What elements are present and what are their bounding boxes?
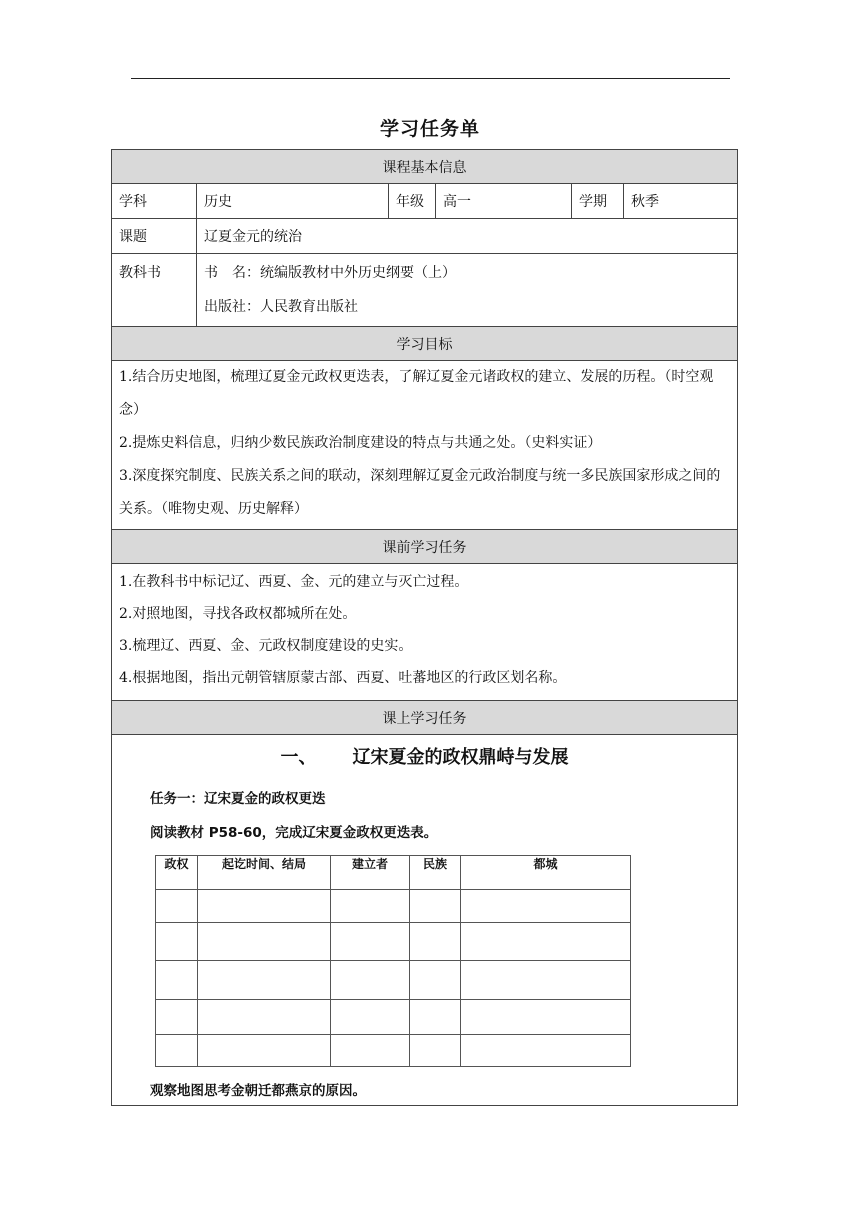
blank-cell[interactable]: [198, 961, 331, 1000]
pre-class-task-list: [112, 564, 738, 701]
blank-cell[interactable]: [331, 1000, 410, 1035]
column-header: 政权: [156, 856, 198, 890]
grade-value: 高一: [436, 184, 572, 219]
textbook-publisher: 出版社：人民教育出版社: [204, 299, 358, 315]
blank-cell[interactable]: [331, 961, 410, 1000]
subject-label: 学科: [112, 184, 197, 219]
term-value: 秋季: [624, 184, 738, 219]
document-title: 学习任务单: [379, 118, 480, 140]
pre-class-task-item: 1.在教科书中标记辽、西夏、金、元的建立与灭亡过程。: [119, 574, 469, 590]
topic-value: 辽夏金元的统治: [197, 219, 738, 254]
blank-cell[interactable]: [410, 961, 461, 1000]
textbook-label: 教科书: [112, 254, 197, 327]
blank-cell[interactable]: [461, 961, 631, 1000]
topic-label: 课题: [112, 219, 197, 254]
task-sheet-table: [111, 149, 738, 1106]
task1-title: 任务一：辽宋夏金的政权更迭: [150, 791, 326, 807]
grade-label: 年级: [389, 184, 436, 219]
blank-cell[interactable]: [410, 1035, 461, 1067]
blank-cell[interactable]: [331, 923, 410, 961]
blank-cell[interactable]: [198, 890, 331, 923]
subject-value: 历史: [197, 184, 389, 219]
pre-class-task-item: 3.梳理辽、西夏、金、元政权制度建设的史实。: [119, 638, 413, 654]
pre-class-task-item: 2.对照地图，寻找各政权都城所在处。: [119, 606, 357, 622]
section-number: 一、: [280, 747, 317, 768]
blank-cell[interactable]: [198, 1035, 331, 1067]
section-header-pre-class: 课前学习任务: [112, 530, 738, 564]
objective-item: 1.结合历史地图，梳理辽夏金元政权更迭表，了解辽夏金元诸政权的建立、发展的历程。（时空观念）: [119, 369, 714, 418]
objective-item: 2.提炼史料信息，归纳少数民族政治制度建设的特点与共通之处。（史料实证）: [119, 435, 602, 451]
blank-cell[interactable]: [331, 1035, 410, 1067]
blank-cell[interactable]: [410, 1000, 461, 1035]
in-class-content: [112, 735, 738, 1106]
blank-cell[interactable]: [410, 923, 461, 961]
blank-cell[interactable]: [156, 923, 198, 961]
blank-cell[interactable]: [198, 923, 331, 961]
map-question: 观察地图思考金朝迁都燕京的原因。: [150, 1083, 366, 1099]
objectives-list: [112, 361, 738, 530]
section-header-objectives: 学习目标: [112, 327, 738, 361]
blank-cell[interactable]: [156, 890, 198, 923]
section-heading: [112, 743, 737, 769]
objective-item: 3.深度探究制度、民族关系之间的联动，深刻理解辽夏金元政治制度与统一多民族国家形成之间的关系。（唯物史观、历史解释）: [119, 468, 721, 517]
blank-cell[interactable]: [156, 1035, 198, 1067]
term-label: 学期: [572, 184, 624, 219]
column-header: 民族: [410, 856, 461, 890]
blank-cell[interactable]: [461, 890, 631, 923]
textbook-info: [197, 254, 738, 327]
pre-class-task-item: 4.根据地图，指出元朝管辖原蒙古部、西夏、吐蕃地区的行政区划名称。: [119, 670, 567, 686]
blank-cell[interactable]: [461, 1035, 631, 1067]
header-rule: [131, 78, 730, 79]
blank-cell[interactable]: [461, 923, 631, 961]
blank-cell[interactable]: [156, 1000, 198, 1035]
blank-cell[interactable]: [461, 1000, 631, 1035]
section-header-in-class: 课上学习任务: [112, 701, 738, 735]
blank-cell[interactable]: [410, 890, 461, 923]
column-header: 起讫时间、结局: [198, 856, 331, 890]
regime-succession-table: [155, 855, 631, 1067]
section-header-basic-info: 课程基本信息: [112, 150, 738, 184]
blank-cell[interactable]: [198, 1000, 331, 1035]
column-header: 都城: [461, 856, 631, 890]
blank-cell[interactable]: [156, 961, 198, 1000]
column-header: 建立者: [331, 856, 410, 890]
blank-cell[interactable]: [331, 890, 410, 923]
textbook-name: 书 名：统编版教材中外历史纲要（上）: [204, 265, 456, 281]
task1-instruction: 阅读教材 P58-60，完成辽宋夏金政权更迭表。: [150, 825, 438, 841]
section-title: 辽宋夏金的政权鼎峙与发展: [352, 747, 569, 768]
